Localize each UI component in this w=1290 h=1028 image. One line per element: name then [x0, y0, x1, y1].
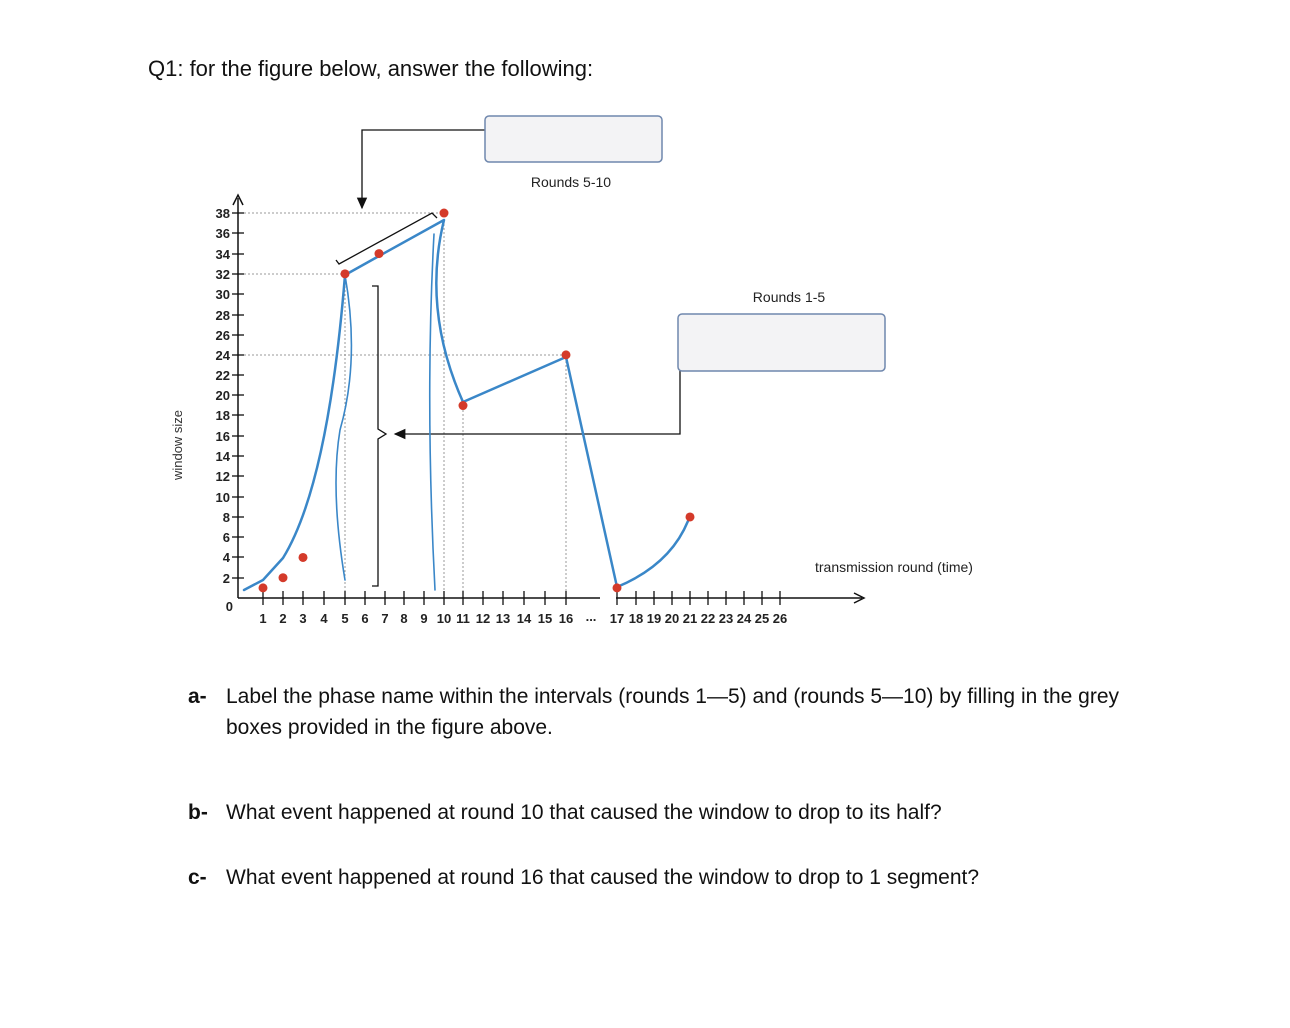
x-axis-break: ...: [585, 609, 597, 624]
bracket-top: [336, 213, 437, 264]
x-tick-label: 21: [682, 611, 698, 626]
brackets: [336, 213, 437, 586]
question-c: [188, 862, 1168, 894]
question-c-label: c-: [188, 866, 207, 889]
data-point: [613, 583, 622, 592]
y-tick-label: 0: [225, 599, 233, 614]
curve-overlay-mid: [430, 234, 435, 590]
y-tick-label: 6: [222, 530, 230, 545]
y-tick-label: 16: [215, 429, 230, 444]
y-tick-label: 22: [215, 368, 230, 383]
x-tick-label: 19: [646, 611, 662, 626]
y-axis-label: window size: [170, 409, 185, 481]
question-a-label: a-: [188, 685, 207, 708]
data-point: [259, 583, 268, 592]
y-tick-label: 8: [222, 510, 230, 525]
question-a-text: Label the phase name within the intervals (rounds 1—5) and (rounds 5—10) by filling in the grey boxes provided in the figure above.: [226, 685, 1120, 739]
y-tick-label: 32: [215, 267, 230, 282]
x-tick-label: 15: [537, 611, 553, 626]
connector-top: [362, 130, 485, 208]
x-tick-label: 12: [475, 611, 491, 626]
phase-answer-box-rounds-1-5[interactable]: [678, 314, 885, 371]
data-points: [259, 209, 695, 593]
axes: [233, 195, 864, 603]
x-tick-label: 6: [361, 611, 369, 626]
x-tick-label: 11: [456, 611, 470, 626]
x-axis-label: transmission round (time): [815, 559, 973, 575]
y-tick-label: 26: [215, 328, 230, 343]
y-tick-label: 2: [222, 571, 230, 586]
x-tick-label: 25: [754, 611, 770, 626]
x-tick-label: 14: [516, 611, 532, 626]
x-tick-label: 9: [420, 611, 428, 626]
data-point: [299, 553, 308, 562]
x-tick-label: 22: [700, 611, 716, 626]
x-tick-label: 3: [299, 611, 307, 626]
data-point: [686, 512, 695, 521]
question-a: [188, 681, 1168, 745]
x-tick-label: 17: [609, 611, 625, 626]
question-title: Q1: for the figure below, answer the following:: [148, 56, 594, 81]
y-tick-label: 4: [222, 550, 230, 565]
y-tick-label: 10: [215, 490, 230, 505]
phase-answer-box-rounds-5-10[interactable]: [485, 116, 662, 162]
x-tick-label: 26: [772, 611, 788, 626]
y-tick-label: 34: [215, 247, 230, 262]
x-tick-label: 8: [400, 611, 408, 626]
box-caption-rounds-5-10: Rounds 5-10: [530, 174, 612, 190]
y-tick-label: 24: [215, 348, 230, 363]
data-point: [375, 249, 384, 258]
y-tick-label: 20: [215, 388, 230, 403]
data-point: [279, 573, 288, 582]
x-tick-label: 2: [279, 611, 287, 626]
y-tick-label: 14: [215, 449, 230, 464]
y-tick-label: 18: [215, 408, 230, 423]
question-b-label: b-: [188, 801, 208, 824]
question-b-text: What event happened at round 10 that caused the window to drop to its half?: [226, 801, 942, 824]
x-tick-label: 20: [664, 611, 680, 626]
data-point: [440, 209, 449, 218]
y-tick-label: 28: [215, 308, 230, 323]
y-tick-label: 38: [215, 206, 230, 221]
guide-lines: [236, 213, 566, 598]
curve-overlay-left: [336, 275, 351, 580]
y-tick-label: 12: [215, 469, 230, 484]
data-point: [341, 269, 350, 278]
y-tick-label: 36: [215, 226, 230, 241]
y-tick-label: 30: [215, 287, 230, 302]
bracket-left: [372, 286, 386, 586]
x-tick-label: 1: [259, 611, 267, 626]
x-tick-label: 23: [718, 611, 734, 626]
x-tick-label: 7: [381, 611, 389, 626]
question-b: [188, 797, 1168, 829]
x-tick-label: 18: [628, 611, 644, 626]
x-tick-label: 4: [320, 611, 328, 626]
data-point: [562, 350, 571, 359]
x-tick-label: 10: [436, 611, 452, 626]
x-tick-label: 13: [495, 611, 511, 626]
data-point: [459, 401, 468, 410]
x-tick-label: 24: [736, 611, 752, 626]
x-tick-label: 16: [558, 611, 574, 626]
box-caption-rounds-1-5: Rounds 1-5: [752, 289, 826, 305]
x-tick-label: 5: [341, 611, 349, 626]
question-c-text: What event happened at round 16 that caused the window to drop to 1 segment?: [226, 866, 980, 889]
